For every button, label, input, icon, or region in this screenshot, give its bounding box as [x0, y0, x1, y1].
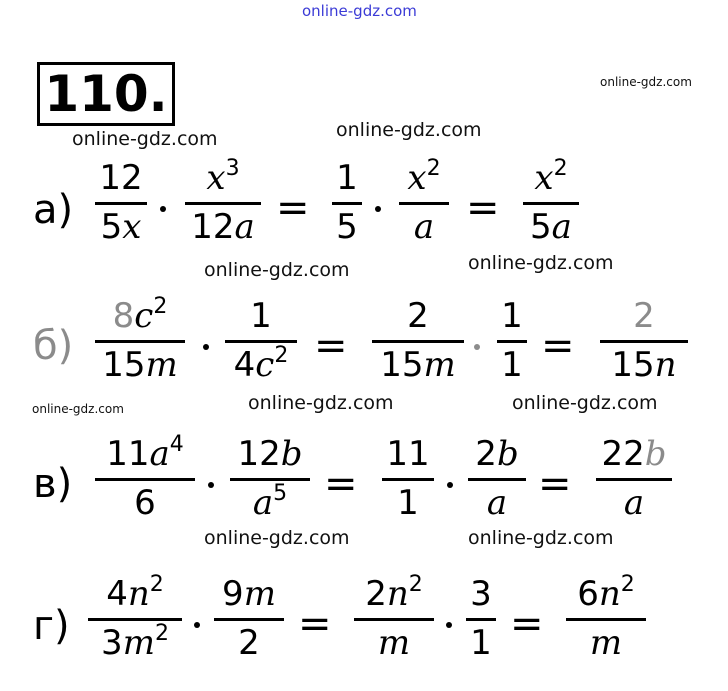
numerator: 1	[250, 296, 272, 336]
watermark: online-gdz.com	[72, 128, 218, 150]
denominator: m	[589, 623, 623, 663]
row-label-b: б)	[33, 323, 74, 369]
denominator: 5a	[530, 207, 572, 247]
fraction-bar	[372, 340, 464, 343]
denominator: 5x	[100, 207, 142, 247]
denominator: $3m^2$	[101, 621, 169, 663]
numerator: $x^3$	[206, 156, 240, 198]
fraction-g-3	[354, 572, 434, 663]
fraction-a-4	[399, 156, 449, 247]
numerator: $2n^2$	[365, 572, 423, 614]
equals-sign: =	[538, 461, 572, 507]
fraction-bar	[600, 340, 688, 343]
multiply-dot	[447, 482, 453, 488]
fraction-bar	[382, 478, 434, 481]
fraction-bar	[566, 618, 646, 621]
multiply-dot	[446, 622, 452, 628]
denominator: $a^5$	[252, 481, 288, 523]
denominator: m	[377, 623, 411, 663]
denominator: 1	[501, 345, 523, 385]
fraction-bar	[497, 340, 527, 343]
fraction-bar	[95, 202, 147, 205]
numerator: 12b	[237, 434, 303, 474]
numerator: $4n^2$	[106, 572, 164, 614]
numerator: 11	[386, 434, 430, 474]
watermark: online-gdz.com	[336, 119, 482, 141]
problem-number: 110.	[37, 62, 175, 126]
watermark: online-gdz.com	[248, 392, 394, 414]
numerator: 2b	[475, 434, 519, 474]
numerator: 9m	[222, 574, 276, 614]
denominator: $4c^2$	[233, 343, 289, 385]
denominator: a	[623, 483, 645, 523]
fraction-a-1	[95, 160, 147, 245]
watermark: online-gdz.com	[512, 392, 658, 414]
row-label-a: а)	[33, 187, 74, 233]
fraction-bar	[95, 340, 185, 343]
numerator: $x^2$	[407, 156, 441, 198]
fraction-v-3	[382, 436, 434, 521]
denominator: 15n	[611, 345, 677, 385]
multiply-dot	[203, 344, 209, 350]
watermark: online-gdz.com	[204, 527, 350, 549]
fraction-bar	[468, 478, 526, 481]
denominator: a	[486, 483, 508, 523]
equals-sign: =	[466, 185, 500, 231]
fraction-bar	[596, 478, 672, 481]
equals-sign: =	[298, 601, 332, 647]
denominator: a	[413, 207, 435, 247]
numerator: $8c^2$	[112, 294, 168, 336]
numerator: 3	[470, 574, 492, 614]
fraction-g-1	[88, 572, 182, 663]
numerator: $x^2$	[534, 156, 568, 198]
watermark: online-gdz.com	[468, 252, 614, 274]
watermark: online-gdz.com	[204, 259, 350, 281]
multiply-dot	[194, 622, 200, 628]
multiply-dot	[474, 344, 480, 350]
fraction-b-4	[497, 298, 527, 383]
denominator: 15m	[102, 345, 178, 385]
numerator: $11a^4$	[106, 432, 184, 474]
watermark: online-gdz.com	[468, 527, 614, 549]
fraction-a-3	[332, 160, 362, 245]
watermark: online-gdz.com	[600, 75, 692, 89]
fraction-b-3	[372, 298, 464, 383]
numerator: 12	[99, 158, 143, 198]
denominator: 6	[134, 483, 156, 523]
fraction-g-4	[466, 576, 496, 661]
fraction-a-2	[185, 156, 261, 247]
equals-sign: =	[276, 185, 310, 231]
fraction-v-2	[230, 436, 310, 521]
fraction-bar	[466, 618, 496, 621]
fraction-bar	[230, 478, 310, 481]
fraction-g-2	[214, 576, 284, 661]
multiply-dot	[375, 206, 381, 212]
numerator: 1	[501, 296, 523, 336]
fraction-bar	[332, 202, 362, 205]
fraction-bar	[185, 202, 261, 205]
denominator: 12a	[191, 207, 255, 247]
equals-sign: =	[541, 323, 575, 369]
fraction-b-5	[600, 298, 688, 383]
fraction-v-5	[596, 436, 672, 521]
fraction-b-1	[95, 294, 185, 385]
fraction-bar	[354, 618, 434, 621]
denominator: 1	[470, 623, 492, 663]
row-label-g: г)	[33, 603, 70, 649]
header-watermark: online-gdz.com	[302, 2, 417, 20]
fraction-a-5	[523, 156, 579, 247]
fraction-g-5	[566, 572, 646, 663]
equals-sign: =	[324, 461, 358, 507]
fraction-v-4	[468, 436, 526, 521]
equals-sign: =	[510, 601, 544, 647]
numerator: 2	[633, 296, 655, 336]
denominator: 5	[336, 207, 358, 247]
numerator: $6n^2$	[577, 572, 635, 614]
multiply-dot	[208, 482, 214, 488]
fraction-bar	[523, 202, 579, 205]
watermark: online-gdz.com	[32, 402, 124, 416]
fraction-b-2	[225, 298, 297, 383]
fraction-bar	[95, 478, 195, 481]
numerator: 22b	[601, 434, 667, 474]
fraction-bar	[399, 202, 449, 205]
denominator: 2	[238, 623, 260, 663]
numerator: 1	[336, 158, 358, 198]
equals-sign: =	[314, 323, 348, 369]
multiply-dot	[160, 206, 166, 212]
denominator: 15m	[380, 345, 456, 385]
fraction-bar	[214, 618, 284, 621]
fraction-v-1	[95, 432, 195, 523]
numerator: 2	[407, 296, 429, 336]
denominator: 1	[397, 483, 419, 523]
row-label-v: в)	[33, 461, 73, 507]
